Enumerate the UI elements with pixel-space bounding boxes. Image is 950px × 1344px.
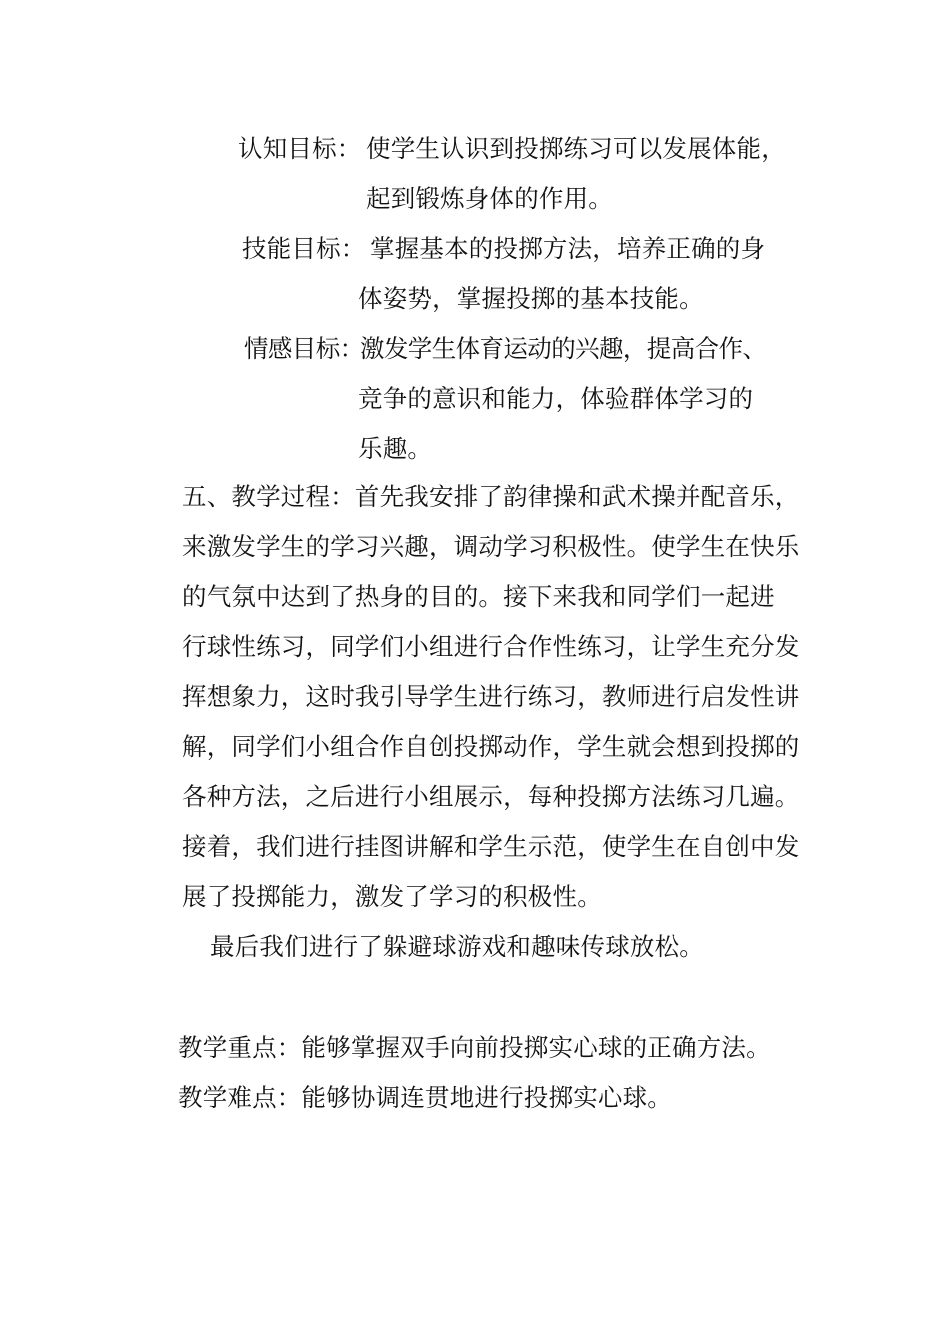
cognitive-goal-label: 认知目标： [238, 134, 362, 163]
process-line: 来激发学生的学习兴趣，调动学习积极性。使学生在快乐 [182, 532, 800, 561]
process-line: 五、教学过程：首先我安排了韵律操和武术操并配音乐， [182, 482, 800, 511]
skill-goal-text-2: 体姿势，掌握投掷的基本技能。 [358, 284, 704, 313]
teaching-difficulty: 教学难点：能够协调连贯地进行投掷实心球。 [178, 1083, 672, 1112]
affective-goal-text-1: 激发学生体育运动的兴趣，提高合作、 [360, 334, 767, 363]
skill-goal-label: 技能目标： [242, 234, 366, 263]
process-closing-line: 最后我们进行了躲避球游戏和趣味传球放松。 [210, 932, 704, 961]
process-line: 接着，我们进行挂图讲解和学生示范，使学生在自创中发 [182, 832, 800, 861]
cognitive-goal-text-2: 起到锻炼身体的作用。 [366, 184, 613, 213]
process-line: 解，同学们小组合作自创投掷动作，学生就会想到投掷的 [182, 732, 800, 761]
process-line: 的气氛中达到了热身的目的。接下来我和同学们一起进 [182, 582, 775, 611]
process-line: 各种方法，之后进行小组展示，每种投掷方法练习几遍。 [182, 782, 800, 811]
skill-goal-text-1: 掌握基本的投掷方法，培养正确的身 [370, 234, 766, 263]
affective-goal-text-3: 乐趣。 [358, 434, 433, 463]
process-line: 展了投掷能力，激发了学习的积极性。 [182, 882, 602, 911]
teaching-focus: 教学重点：能够掌握双手向前投掷实心球的正确方法。 [178, 1033, 771, 1062]
process-line: 行球性练习，同学们小组进行合作性练习，让学生充分发 [182, 632, 800, 661]
cognitive-goal-text-1: 使学生认识到投掷练习可以发展体能， [366, 134, 786, 163]
process-line: 挥想象力，这时我引导学生进行练习，教师进行启发性讲 [182, 682, 800, 711]
affective-goal-text-2: 竞争的意识和能力，体验群体学习的 [358, 384, 754, 413]
affective-goal-label: 情感目标： [244, 334, 364, 363]
